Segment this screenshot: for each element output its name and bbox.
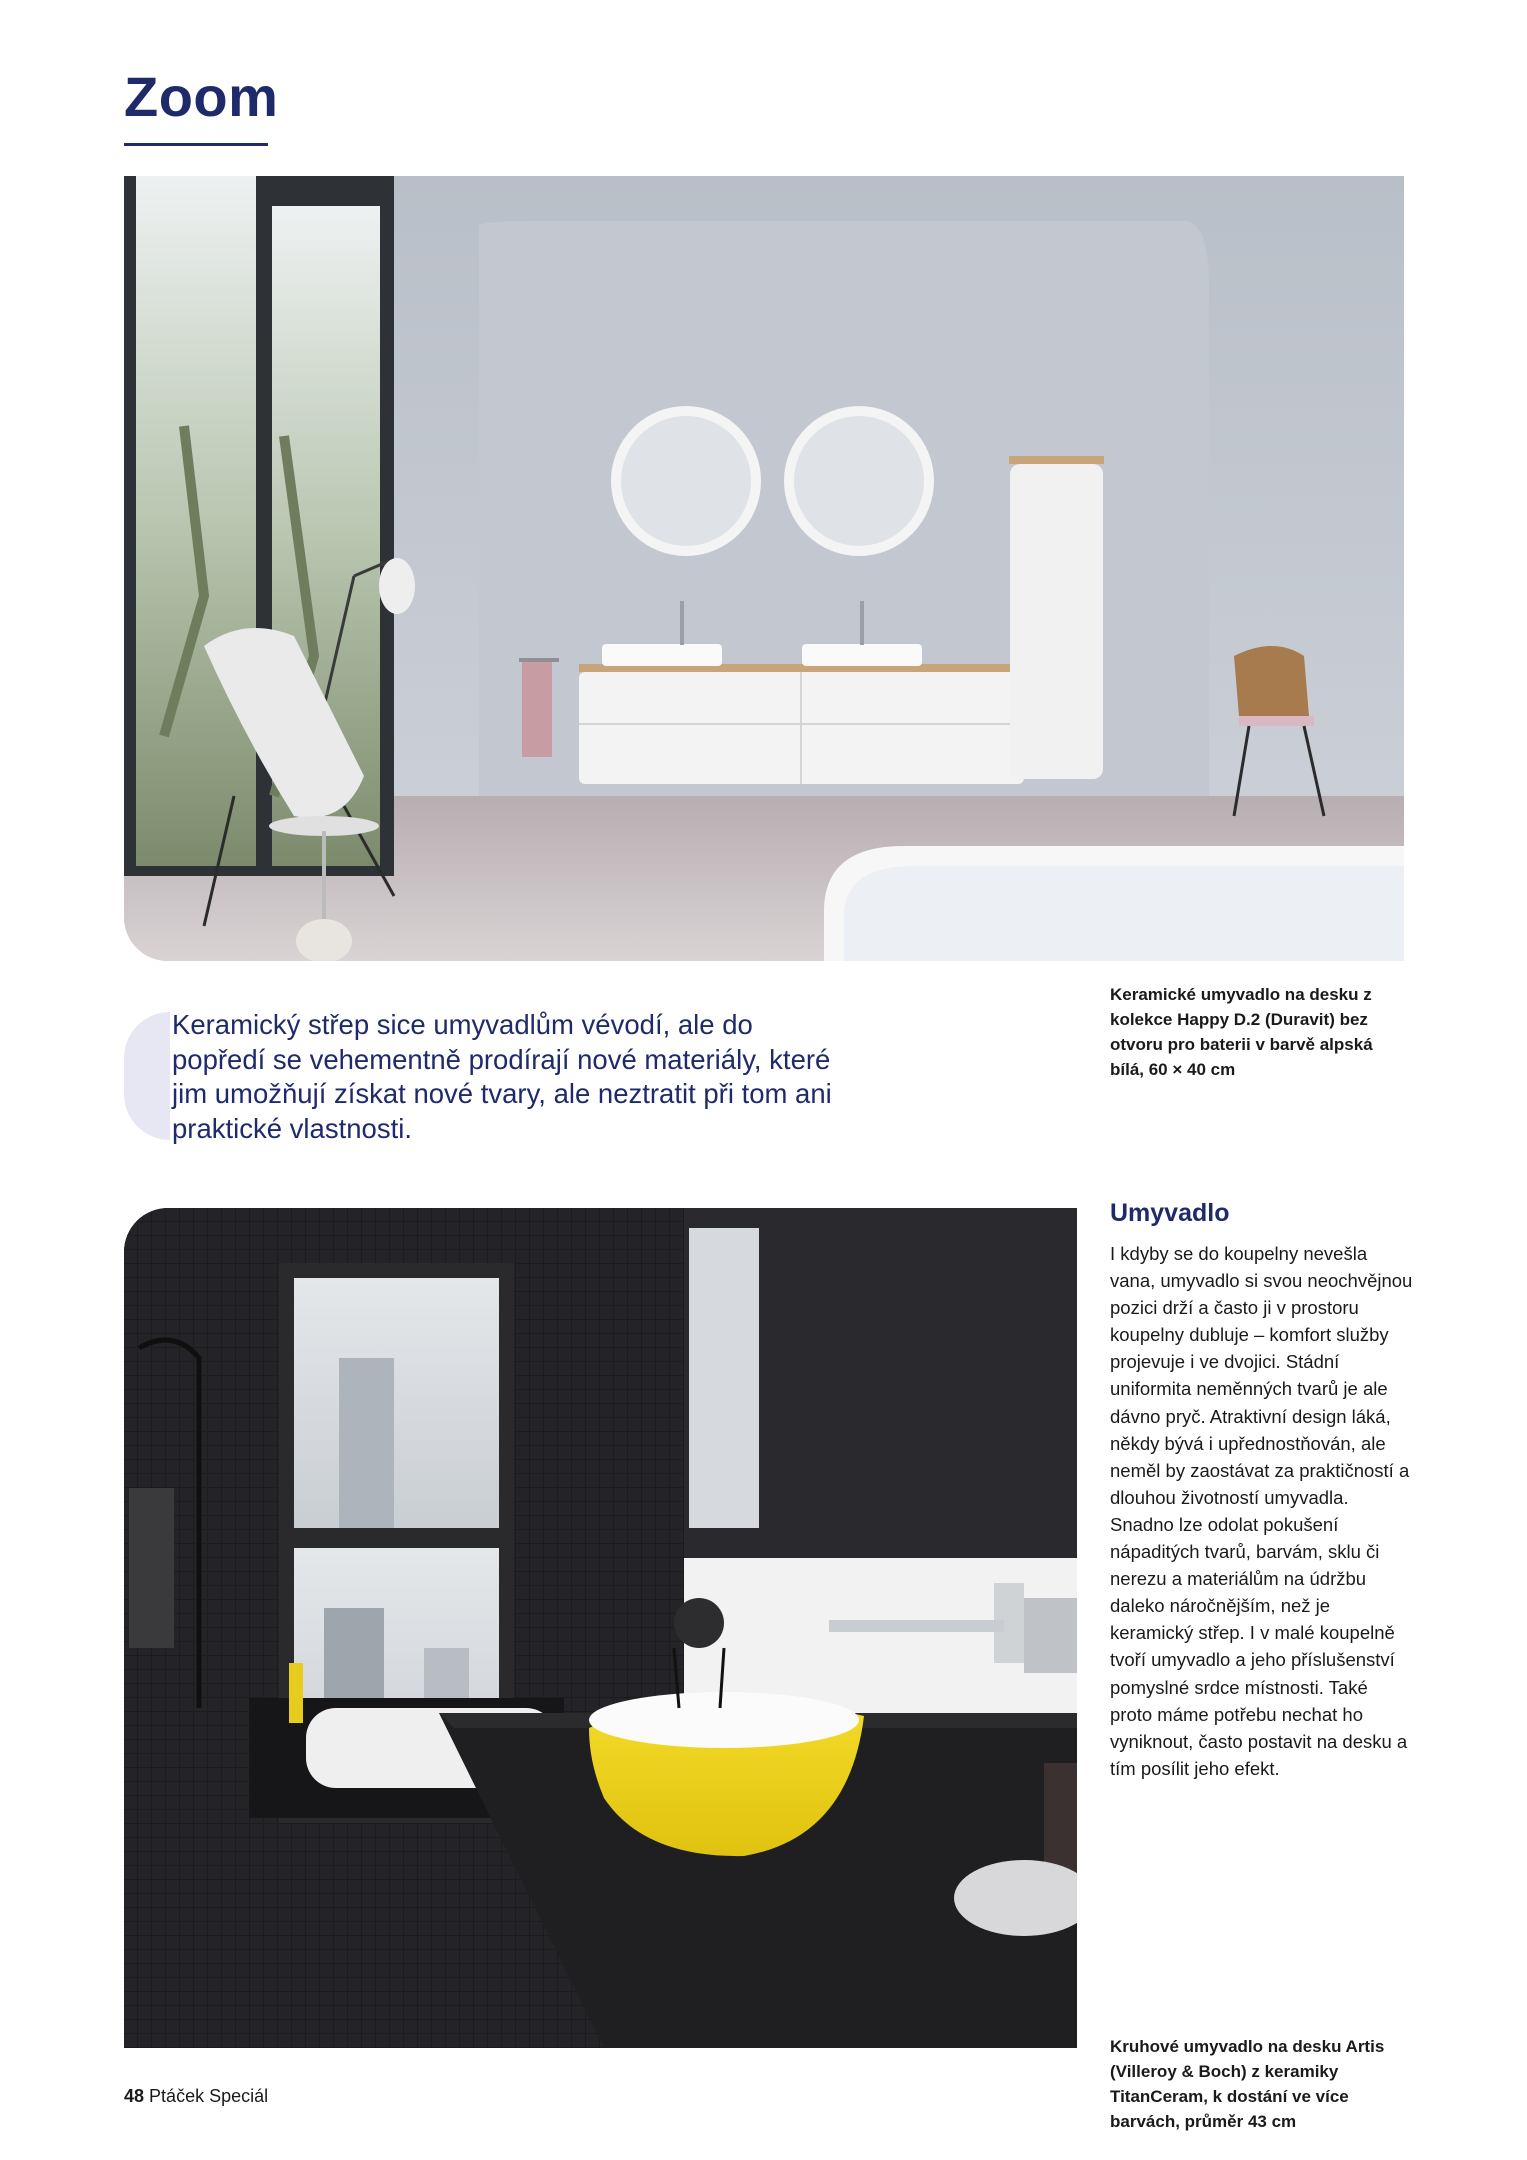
publication-name: Ptáček Speciál xyxy=(149,2086,269,2106)
article-heading: Umyvadlo xyxy=(1110,1199,1230,1227)
photo-yellow-sink-bathroom xyxy=(124,1208,1077,2048)
photo1-caption: Keramické umyvadlo na desku z kolekce Happy D.2 (Duravit) bez otvoru pro baterii v barvě alpská bílá, 60 × 40 cm xyxy=(1110,985,1373,1079)
title-underline xyxy=(124,143,268,146)
page-number: 48 xyxy=(124,2086,145,2106)
section-title: Zoom xyxy=(124,65,279,128)
photo-double-vanity-bathroom xyxy=(124,176,1404,961)
pull-quote: Keramický střep sice umyvadlům vévodí, ale do popředí se vehementně prodírají nové materiály, které jim umožňují získat nové tvary, ale neztratit při tom ani praktické vlastnosti. xyxy=(172,1009,832,1144)
article-body: I kdyby se do koupelny nevešla vana, umyvadlo si svou neochvějnou pozici drží a často ji v prostoru koupelny dubluje – komfort služby projevuje i ve dvojici. Stádní uniformita neměnných tvarů je ale dávno pryč. Atraktivní design láká, někdy bývá i upřednostňován, ale neměl by zaostávat za praktičností a dlouhou životností umyvadla. Snadno lze odolat pokušení nápaditých tvarů, barvám, sklu či nerezu a materiálům na údržbu daleko náročnějším, než je keramický střep. I v malé koupelně tvoří umyvadlo a jeho příslušenství pomyslné srdce místnosti. Také proto máme potřebu nechat ho vyniknout, často postavit na desku a tím posílit jeho efekt. xyxy=(1110,1243,1413,1779)
pull-quote-marker xyxy=(124,1012,170,1140)
page-footer xyxy=(124,2086,268,2107)
photo2-caption: Kruhové umyvadlo na desku Artis (Villeroy & Boch) z keramiky TitanCeram, k dostání ve více barvách, průměr 43 cm xyxy=(1110,2037,1385,2131)
